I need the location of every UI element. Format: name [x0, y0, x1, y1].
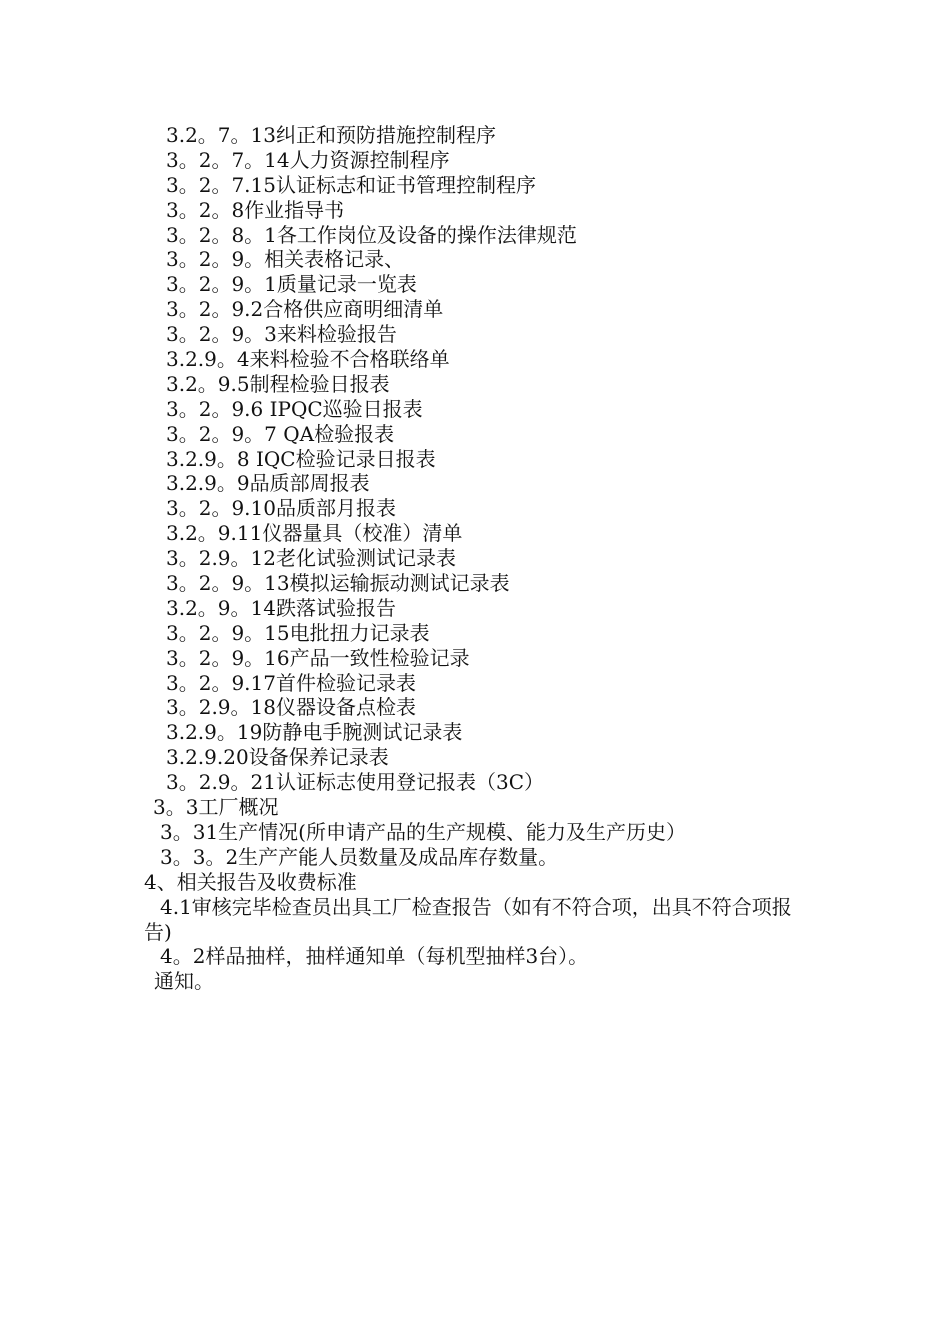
list-item: 3。2。7.15认证标志和证书管理控制程序 — [166, 172, 536, 197]
list-item: 4。2样品抽样，抽样通知单（每机型抽样3台）。 — [160, 944, 589, 969]
list-item: 3。2。9。13模拟运输振动测试记录表 — [166, 571, 510, 596]
list-item: 3.2。9.11仪器量具（校准）清单 — [166, 521, 463, 546]
list-item: 3。2。9.10品质部月报表 — [166, 496, 396, 521]
list-item: 3。2。7。14人力资源控制程序 — [166, 147, 450, 172]
notice-text: 通知。 — [154, 969, 214, 994]
list-item: 3.2.9。4来料检验不合格联络单 — [166, 347, 450, 372]
list-item: 3.2。9.5制程检验日报表 — [166, 371, 390, 396]
list-item: 3.2.9。19防静电手腕测试记录表 — [166, 720, 463, 745]
list-item: 3。31生产情况(所申请产品的生产规模、能力及生产历史） — [160, 819, 686, 844]
list-item: 3。3。2生产产能人员数量及成品库存数量。 — [160, 844, 559, 869]
list-item: 3。2。9.2合格供应商明细清单 — [166, 297, 444, 322]
list-item: 3。2。9。7 QA检验报表 — [166, 421, 395, 446]
list-item: 3.2。7。13纠正和预防措施控制程序 — [166, 123, 496, 147]
section-heading-factory-overview: 3。3工厂概况 — [153, 795, 279, 820]
list-item: 3。2。9.17首件检验记录表 — [166, 670, 416, 695]
list-item: 3。2。9。16产品一致性检验记录 — [166, 645, 470, 670]
document-body — [0, 123, 950, 994]
list-item: 3。2.9。18仪器设备点检表 — [166, 695, 416, 720]
paragraph-text: 4.1审核完毕检查员出具工厂检查报告（如有不符合项，出具不符合项报告) — [144, 894, 792, 944]
paragraph-inspection-report — [0, 895, 814, 945]
list-item: 3。2。9。1质量记录一览表 — [166, 272, 417, 297]
list-item: 3。2。9。相关表格记录、 — [166, 247, 405, 272]
list-item: 3.2.9。9品质部周报表 — [166, 471, 370, 496]
list-item: 3。2。8作业指导书 — [166, 197, 345, 222]
list-item: 3。2。9。15电批扭力记录表 — [166, 620, 430, 645]
list-item: 3。2。9.6 IPQC巡验日报表 — [166, 396, 423, 421]
list-item: 3。2。9。3来料检验报告 — [166, 322, 397, 347]
section-heading-reports-fees: 4、相关报告及收费标准 — [144, 869, 357, 894]
list-item: 3.2.9。8 IQC检验记录日报表 — [166, 446, 436, 471]
list-item: 3.2。9。14跌落试验报告 — [166, 595, 396, 620]
list-item: 3。2.9。21认证标志使用登记报表（3C） — [166, 770, 545, 795]
list-item: 3。2.9。12老化试验测试记录表 — [166, 546, 456, 571]
list-item: 3。2。8。1各工作岗位及设备的操作法律规范 — [166, 222, 577, 247]
list-item: 3.2.9.20设备保养记录表 — [166, 745, 389, 770]
